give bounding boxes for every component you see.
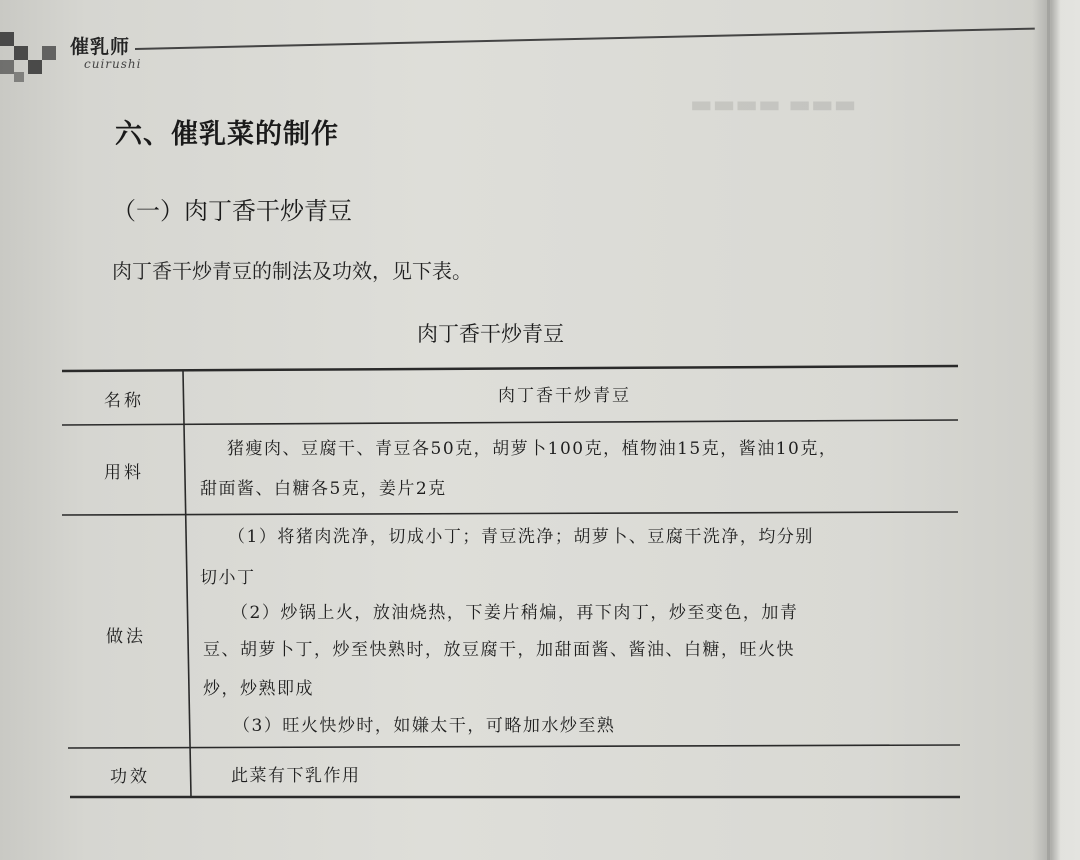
header-subtitle: cuirushi [84,57,142,71]
section-title: 六、催乳菜的制作 [115,119,339,150]
method-line: 豆、胡萝卜丁，炒至快熟时，放豆腐干，加甜面酱、酱油、白糖，旺火快 [203,640,795,660]
page-fold-line [1047,0,1050,860]
table-row-rule-2 [62,512,958,515]
bleed-through-decoration: ▬▬▬ ▬▬▬▬ [690,90,857,118]
method-line: （3）旺火快炒时，如嫌太干，可略加水炒至熟 [233,716,616,736]
row-label-name: 名称 [104,391,144,411]
dish-name-value: 肉丁香干炒青豆 [498,386,631,406]
row-label-ingredients: 用料 [104,463,144,483]
ingredients-line: 猪瘦肉、豆腐干、青豆各50克，胡萝卜100克，植物油15克，酱油10克， [227,439,838,459]
ingredients-line: 甜面酱、白糖各5克，姜片2克 [200,479,447,499]
effect-value: 此菜有下乳作用 [231,766,361,786]
method-line: 切小丁 [200,568,256,588]
page-edge-shadow [1032,0,1080,860]
header-rule [135,28,1035,50]
method-line: 炒，炒熟即成 [203,679,314,699]
table-caption: 肉丁香干炒青豆 [417,322,564,346]
table-row-rule-1 [62,420,958,425]
intro-paragraph: 肉丁香干炒青豆的制法及功效，见下表。 [112,259,472,283]
header-title: 催乳师 [70,36,131,58]
table-row-rule-3 [68,745,960,748]
row-label-method: 做法 [106,627,146,647]
header-logo-blocks [0,32,60,84]
method-line: （2）炒锅上火，放油烧热，下姜片稍煸，再下肉丁，炒至变色，加青 [231,603,799,623]
subsection-title: （一）肉丁香干炒青豆 [112,197,352,225]
table-top-rule [62,366,958,371]
method-line: （1）将猪肉洗净，切成小丁；青豆洗净；胡萝卜、豆腐干洗净，均分别 [228,527,814,547]
row-label-effect: 功效 [110,767,150,787]
table-column-rule [183,371,191,797]
